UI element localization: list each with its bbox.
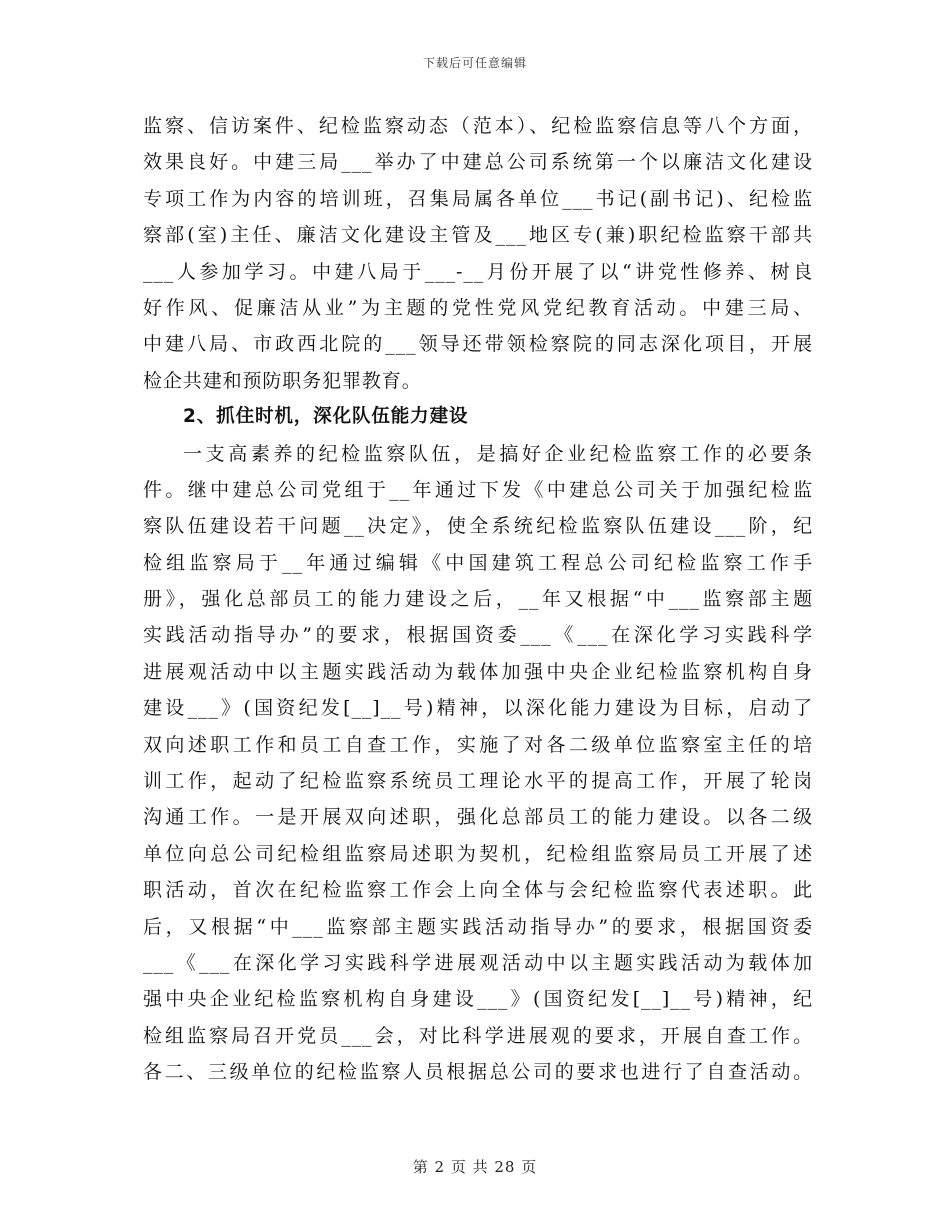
paragraph-line: ___《___在深化学习实践科学进展观活动中以主题实践活动为载体加: [143, 951, 813, 974]
document-body: [143, 108, 813, 1091]
paragraph-line: 检组监察局召开党员___会，对比科学进展观的要求，开展自查工作。: [143, 1024, 813, 1047]
paragraph-line: 训工作，起动了纪检监察系统员工理论水平的提高工作，开展了轮岗: [143, 770, 813, 793]
paragraph-line: 建设___》(国资纪发[__]__号)精神，以深化能力建设为目标，启动了: [143, 697, 813, 720]
paragraph-line: 检企共建和预防职务犯罪教育。: [143, 369, 422, 392]
paragraph-line: 好作风、促廉洁从业”为主题的党性党风党纪教育活动。中建三局、: [143, 296, 813, 319]
paragraph-line: 实践活动指导办”的要求，根据国资委___《___在深化学习实践科学: [143, 624, 813, 647]
paragraph-line: 双向述职工作和员工自查工作，实施了对各二级单位监察室主任的培: [143, 733, 813, 756]
paragraph-line: 中建八局、市政西北院的___领导还带领检察院的同志深化项目，开展: [143, 333, 813, 356]
paragraph-line: 单位向总公司纪检组监察局述职为契机，纪检组监察局员工开展了述: [143, 842, 813, 865]
paragraph-line: 专项工作为内容的培训班，召集局属各单位___书记(副书记)、纪检监: [143, 187, 813, 210]
paragraph-line: 监察、信访案件、纪检监察动态（范本）、纪检监察信息等八个方面，: [143, 115, 813, 137]
paragraph-line: 职活动，首次在纪检监察工作会上向全体与会纪检监察代表述职。此: [143, 879, 813, 902]
page-header: 下载后可任意编辑: [422, 56, 527, 70]
paragraph-line: 察部(室)主任、廉洁文化建设主管及___地区专(兼)职纪检监察干部共: [143, 224, 813, 247]
paragraph-line: ___人参加学习。中建八局于___-__月份开展了以“讲党性修养、树良: [143, 260, 813, 283]
page-number-footer: 第 2 页 共 28 页: [412, 1158, 538, 1176]
paragraph-line: 件。继中建总公司党组于__年通过下发《中建总公司关于加强纪检监: [143, 478, 813, 501]
paragraph-line: 进展观活动中以主题实践活动为载体加强中央企业纪检监察机构自身: [143, 660, 813, 683]
paragraph-line: 效果良好。中建三局___举办了中建总公司系统第一个以廉洁文化建设: [143, 151, 813, 174]
paragraph-line: 强中央企业纪检监察机构自身建设___》(国资纪发[__]__号)精神，纪: [143, 988, 813, 1011]
paragraph-line: 检组监察局于__年通过编辑《中国建筑工程总公司纪检监察工作手: [143, 551, 813, 574]
paragraph-line: 沟通工作。一是开展双向述职，强化总部员工的能力建设。以各二级: [143, 806, 813, 829]
section-heading: 2、抓住时机，深化队伍能力建设: [183, 406, 469, 428]
paragraph-line: 后，又根据“中___监察部主题实践活动指导办”的要求，根据国资委: [143, 915, 813, 938]
paragraph-line: 一支高素养的纪检监察队伍，是搞好企业纪检监察工作的必要条: [183, 442, 813, 465]
paragraph-line: 册》，强化总部员工的能力建设之后，__年又根据“中___监察部主题: [143, 588, 813, 611]
paragraph-line: 各二、三级单位的纪检监察人员根据总公司的要求也进行了自查活动。: [143, 1061, 813, 1084]
paragraph-line: 察队伍建设若干问题__决定》，使全系统纪检监察队伍建设___阶，纪: [143, 515, 813, 538]
